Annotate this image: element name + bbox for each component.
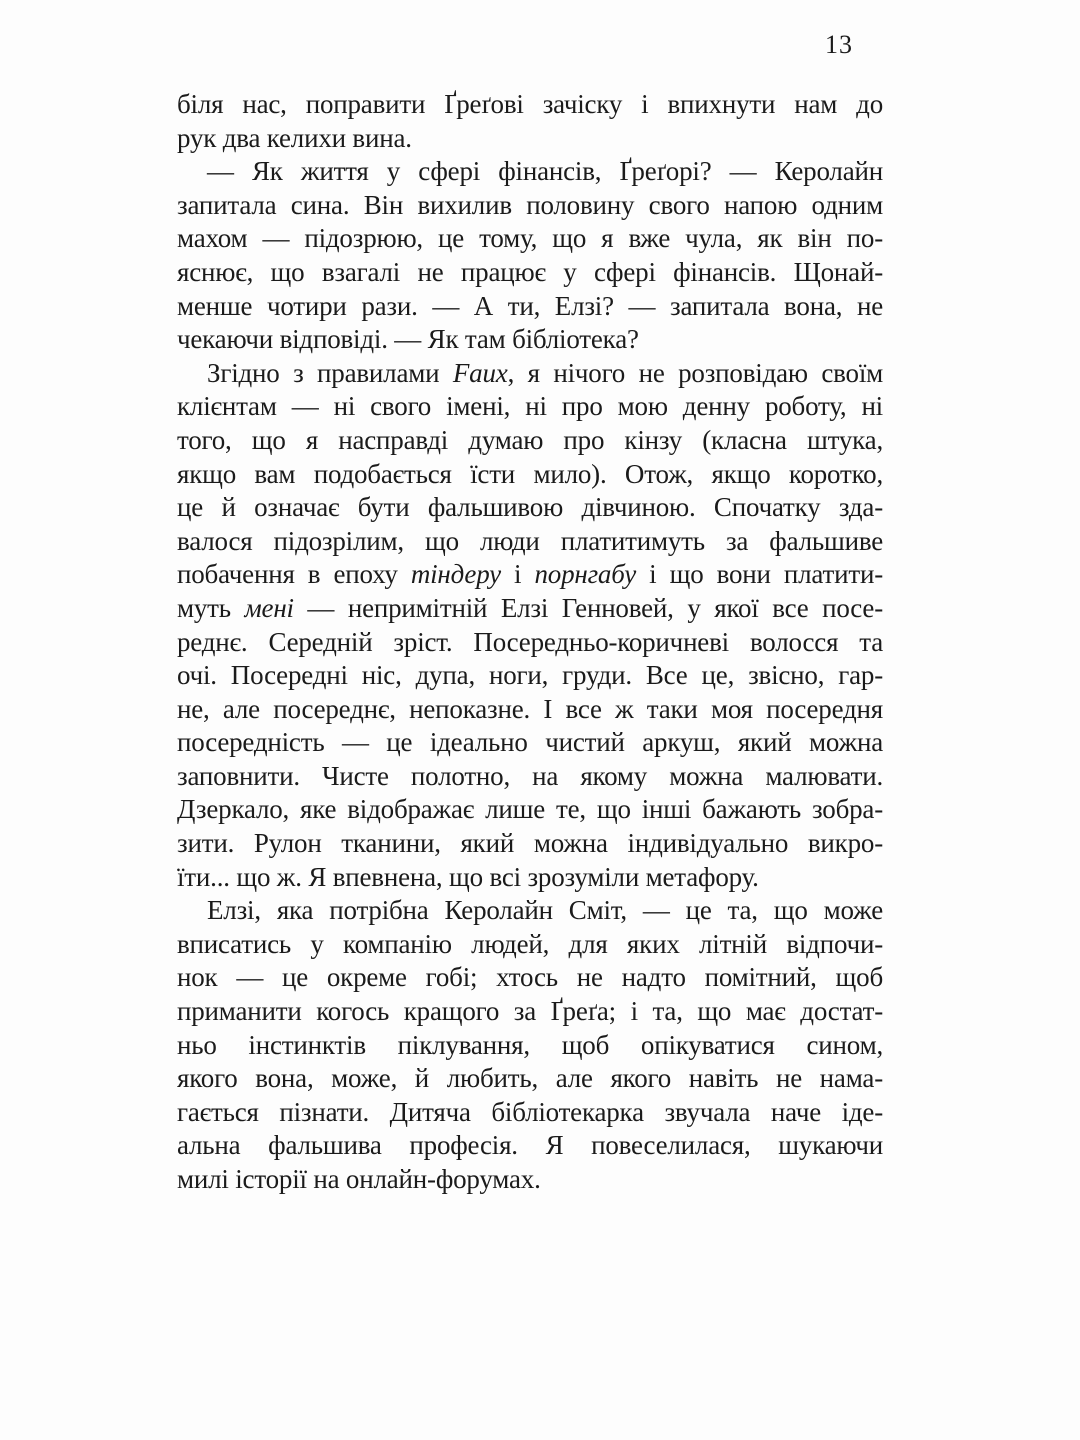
text-segment: вписатись у компанію людей, для яких літній відпочи- xyxy=(177,928,883,959)
text-segment: яснює, що взагалі не працює у сфері фінансів. Щонай- xyxy=(177,256,883,287)
text-line xyxy=(177,1096,883,1130)
text-line xyxy=(177,995,883,1029)
text-line xyxy=(177,491,883,525)
text-line xyxy=(177,290,883,324)
paragraph xyxy=(177,155,883,357)
text-segment: очі. Посередні ніс, дупа, ноги, груди. Все це, звісно, гар- xyxy=(177,660,883,691)
text-segment: заповнити. Чисте полотно, на якому можна малювати. xyxy=(177,760,883,791)
text-segment: Дзеркало, яке відображає лише те, що інші бажають зобра- xyxy=(177,794,883,825)
text-segment: Елзі, яка потрібна Керолайн Сміт, — це та, що може xyxy=(207,895,883,926)
text-line xyxy=(177,793,883,827)
text-segment: милі історії на онлайн-форумах. xyxy=(177,1164,541,1194)
text-segment: зити. Рулон тканини, який можна індивідуально викро- xyxy=(177,828,883,859)
text-line xyxy=(177,1029,883,1063)
text-line xyxy=(177,390,883,424)
italic-text-segment: тіндеру xyxy=(410,559,501,590)
text-segment: не, але посереднє, непоказне. І все ж таки моя посередня xyxy=(177,693,883,724)
text-segment: — непримітній Елзі Генновей, у якої все посе- xyxy=(293,592,883,623)
text-segment: клієнтам — ні свого імені, ні про мою денну роботу, ні xyxy=(177,391,883,422)
text-line xyxy=(177,1062,883,1096)
text-segment: якщо вам подобається їсти мило). Отож, якщо коротко, xyxy=(177,458,883,489)
text-segment: реднє. Середній зріст. Посередньо-коричневі волосся та xyxy=(177,626,883,657)
text-segment: нок — це окреме гобі; хтось не надто помітний, щоб xyxy=(177,962,883,993)
page-number: 13 xyxy=(825,30,853,59)
text-line xyxy=(177,592,883,626)
text-segment: і xyxy=(500,559,535,590)
text-segment: , я нічого не розповідаю своїм xyxy=(507,357,884,388)
text-line xyxy=(177,928,883,962)
text-line xyxy=(177,256,883,290)
text-segment: рук два келихи вина. xyxy=(177,122,412,153)
text-segment: якого вона, може, й любить, але якого навіть не нама- xyxy=(177,1063,883,1094)
text-segment: махом — підозрюю, це тому, що я вже чула, як він по- xyxy=(177,223,883,254)
text-line xyxy=(177,88,883,122)
text-line xyxy=(177,558,883,592)
text-line xyxy=(177,525,883,559)
text-line xyxy=(177,827,883,861)
text-segment: і що вони платити- xyxy=(636,559,883,590)
italic-text-segment: мені xyxy=(244,592,294,623)
text-line xyxy=(177,693,883,727)
text-line xyxy=(177,323,883,357)
paragraph xyxy=(177,357,883,895)
text-line xyxy=(177,760,883,794)
text-line xyxy=(177,222,883,256)
text-segment: біля нас, поправити Ґреґові зачіску і впихнути нам до xyxy=(177,89,883,119)
text-segment: альна фальшива професія. Я повеселилася, шукаючи xyxy=(177,1130,883,1161)
text-segment: посередність — це ідеально чистий аркуш, який можна xyxy=(177,727,883,758)
text-segment: того, що я насправді думаю про кінзу (класна штука, xyxy=(177,424,883,455)
text-segment: валося підозрілим, що люди платитимуть за фальшиве xyxy=(177,525,883,556)
text-line xyxy=(177,424,883,458)
paragraph xyxy=(177,894,883,1196)
text-segment: приманити когось кращого за Ґреґа; і та, що має достат- xyxy=(177,996,883,1027)
text-segment: ньо інстинктів піклування, щоб опікуватися сином, xyxy=(177,1029,883,1060)
text-line xyxy=(177,659,883,693)
paragraph xyxy=(177,88,883,155)
text-line xyxy=(177,155,883,189)
text-line xyxy=(177,961,883,995)
text-segment: запитала сина. Він вихилив половину свого напою одним xyxy=(177,189,883,220)
italic-text-segment: Faux xyxy=(452,357,508,388)
text-line xyxy=(177,458,883,492)
text-line xyxy=(177,357,883,391)
text-line xyxy=(177,189,883,223)
text-line xyxy=(177,726,883,760)
text-segment: чекаючи відповіді. — Як там бібліотека? xyxy=(177,324,639,355)
text-segment: побачення в епоху xyxy=(177,559,411,590)
text-line xyxy=(177,122,883,156)
page-text xyxy=(177,88,883,1197)
text-segment: — Як життя у сфері фінансів, Ґреґорі? — Керолайн xyxy=(207,156,883,187)
text-line xyxy=(177,1129,883,1163)
text-segment: менше чотири рази. — А ти, Елзі? — запитала вона, не xyxy=(177,290,883,321)
text-segment: їти... що ж. Я впевнена, що всі зрозуміли метафору. xyxy=(177,861,759,892)
text-line xyxy=(177,894,883,928)
text-line xyxy=(177,1163,883,1197)
text-segment: гається пізнати. Дитяча бібліотекарка звучала наче іде- xyxy=(177,1096,883,1127)
text-segment: муть xyxy=(177,592,245,623)
text-line xyxy=(177,861,883,895)
text-segment: Згідно з правилами xyxy=(207,357,453,388)
text-line xyxy=(177,626,883,660)
text-segment: це й означає бути фальшивою дівчиною. Спочатку зда- xyxy=(177,492,883,523)
italic-text-segment: порнгабу xyxy=(534,559,637,590)
